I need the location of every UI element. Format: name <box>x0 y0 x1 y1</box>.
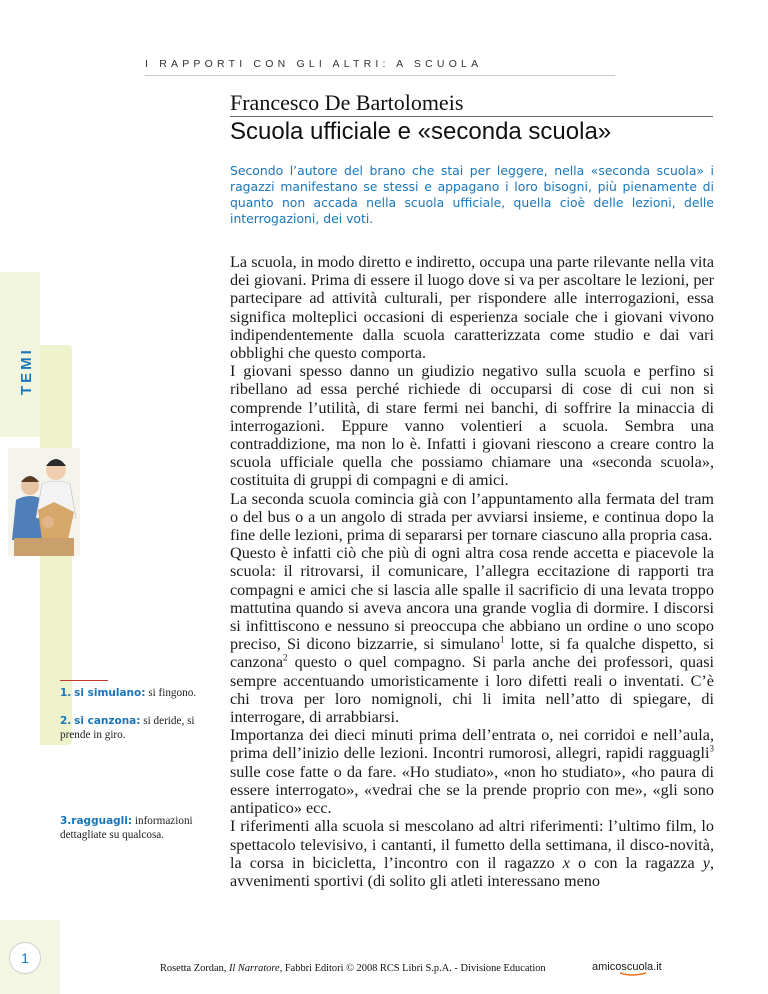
footnote-ref-1: 1 <box>499 634 505 645</box>
student-photo-illustration <box>8 448 80 556</box>
footnote-ref-3: 3 <box>709 744 714 755</box>
temi-tab-label: TEMI <box>18 347 35 395</box>
article-body <box>230 253 714 890</box>
body-paragraph: Importanza dei dieci minuti prima dell’entrata o, nei corridoi e nell’aula, prima dell’inizio delle lezioni. Incontri rumorosi, allegri, rapidi ragguagli$^3$ sulle cose fatte o da fare. «Ho studiato», «non ho studiato», «ho paura di essere interrogato», «vedrai che se la prende proprio con me», «gli sono antipatico» ecc. <box>230 726 714 818</box>
title-divider <box>230 116 713 117</box>
footnote-ref-2: 2 <box>283 653 288 664</box>
amicoscuola-logo <box>592 958 674 976</box>
header-divider <box>145 75 615 76</box>
body-paragraph: Questo è infatti ciò che più di ogni altra cosa rende accetta e piacevole la scuola: il ritrovarsi, il comunicare, l’allegra eccitazione di rapporti tra compagni e amici che si lascia alle spalle il sacrificio di una levata troppo mattutina quando si aveva ancora una grande voglia di dormire. I discorsi si infittiscono e nessuno si preoccupa che abbiano un ordine o uno scopo preciso, Si dicono bizzarrie, si simulano$^1$ lotte, si fa qualche dispetto, si canzona$^2$ questo o quel compagno. Si parla anche dei professori, quasi sempre accentuando umoristicamente i loro difetti reali o inventati. C’è chi trova per loro nomignoli, chi li imita nell’atto di spiegare, di interrogare, di arrabbiarsi. <box>230 544 714 727</box>
footnote-1: 1. si simulano: si fingono. <box>60 687 197 699</box>
footnote-3: 3.ragguagli: informazioni dettagliate su qualcosa. <box>60 815 193 841</box>
article-author: Francesco De Bartolomeis <box>230 90 464 115</box>
body-paragraph: La seconda scuola comincia già con l’appuntamento alla fermata del tram o del bus o a un angolo di strada per avviarsi insieme, e continua dopo la fine delle lezioni, prima di separarsi per tornare ciascuno alla propria casa. <box>230 489 714 545</box>
article-title: Scuola ufficiale e «seconda scuola» <box>230 118 612 145</box>
footer-credit: Rosetta Zordan, Il Narratore, Fabbri Editori © 2008 RCS Libri S.p.A. - Divisione Education <box>160 963 546 974</box>
body-paragraph: La scuola, in modo diretto e indiretto, occupa una parte rilevante nella vita dei giovani. Prima di essere il luogo dove si va per ascoltare le lezioni, per partecipare ad attività culturali, per rispondere alle interrogazioni, essa significa molteplici occasioni di esperienza sociale che i giovani vivono indipendentemente dalla scuola caratterizzata come studio e dai vari obblighi che questo comporta. <box>230 253 714 363</box>
section-header: I RAPPORTI CON GLI ALTRI: A SCUOLA <box>145 58 483 70</box>
svg-text:amicoscuola.it: amicoscuola.it <box>592 961 662 973</box>
body-paragraph: I riferimenti alla scuola si mescolano ad altri riferimenti: l’ultimo film, lo spettacolo televisivo, i cantanti, il fumetto della settimana, il disco-novità, la corsa in bicicletta, l’incontro con il ragazzo x o con la ragazza y, avvenimenti sportivi (di solito gli atleti interessano meno <box>230 817 714 890</box>
footnote-2: 2. si canzona: si deride, si prende in giro. <box>60 715 195 741</box>
notes-divider <box>60 680 108 681</box>
article-intro: Secondo l’autore del brano che stai per leggere, nella «seconda scuola» i ragazzi manifestano se stessi e appagano i loro bisogni, più pienamente di quanto non accada nella scuola ufficiale, quella cioè delle lezioni, delle interrogazioni, dei voti. <box>230 163 714 226</box>
page-number: 1 <box>9 942 41 974</box>
body-paragraph: I giovani spesso danno un giudizio negativo sulla scuola e perfino si ribellano ad essa perché richiede di occuparsi di cose di cui non si comprende l’utilità, di stare fermi nei banchi, di soffrire la minaccia di interrogazioni. Eppure vanno volentieri a scuola. Sembra una contraddizione, ma non lo è. Infatti i giovani riescono a creare contro la scuola ufficiale quella che possiamo chiamare una «seconda scuola», costituita di gruppi di compagni e di amici. <box>230 362 714 490</box>
